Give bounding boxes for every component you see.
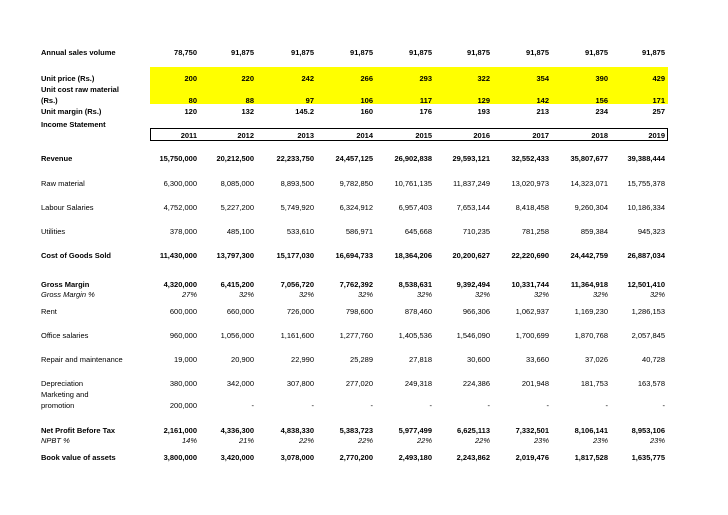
- labour-salaries-cell: 4,752,000: [163, 203, 197, 212]
- npbt-pct-cell: 23%: [649, 436, 665, 445]
- rent-cell: 1,169,230: [574, 307, 608, 316]
- marketing-cell: -: [662, 401, 665, 410]
- net-profit-before-tax-cell: 7,332,501: [515, 426, 549, 435]
- revenue-cell: 15,750,000: [159, 154, 197, 163]
- office-salaries-label: Office salaries: [41, 331, 89, 340]
- unit-price-cell: 354: [536, 74, 549, 83]
- npbt-pct-label: NPBT %: [41, 436, 70, 445]
- unit-cost-cell: 117: [419, 96, 432, 105]
- year-cell: 2017: [532, 131, 549, 140]
- repair-maintenance-cell: 19,000: [174, 355, 197, 364]
- labour-salaries-cell: 6,324,912: [339, 203, 373, 212]
- gross-margin-label: Gross Margin: [41, 280, 90, 289]
- unit-price-cell: 293: [419, 74, 432, 83]
- office-salaries-cell: 1,700,699: [515, 331, 549, 340]
- book-value-assets-label: Book value of assets: [41, 453, 116, 462]
- annual-sales-volume-cell: 91,875: [231, 48, 254, 57]
- depreciation-cell: 249,318: [404, 379, 432, 388]
- depreciation-cell: 380,000: [169, 379, 197, 388]
- utilities-cell: 710,235: [462, 227, 490, 236]
- unit-cost-cell: 80: [188, 96, 197, 105]
- net-profit-before-tax-label: Net Profit Before Tax: [41, 426, 116, 435]
- cost-of-goods-sold-cell: 11,430,000: [159, 251, 197, 260]
- office-salaries-cell: 960,000: [169, 331, 197, 340]
- unit-margin-cell: 176: [419, 107, 432, 116]
- labour-salaries-cell: 10,186,334: [627, 203, 665, 212]
- unit-price-label: Unit price (Rs.): [41, 74, 95, 83]
- revenue-cell: 26,902,838: [394, 154, 432, 163]
- annual-sales-volume-cell: 91,875: [409, 48, 432, 57]
- utilities-cell: 378,000: [169, 227, 197, 236]
- office-salaries-cell: 2,057,845: [631, 331, 665, 340]
- office-salaries-cell: 1,056,000: [220, 331, 254, 340]
- marketing-label-2: promotion: [41, 401, 75, 410]
- utilities-cell: 781,258: [521, 227, 549, 236]
- annual-sales-volume-cell: 78,750: [174, 48, 197, 57]
- npbt-pct-cell: 22%: [416, 436, 432, 445]
- gross-margin-pct-cell: 32%: [649, 290, 665, 299]
- book-value-assets-cell: 2,493,180: [398, 453, 432, 462]
- net-profit-before-tax-cell: 8,106,141: [574, 426, 608, 435]
- net-profit-before-tax-cell: 2,161,000: [163, 426, 197, 435]
- gross-margin-cell: 8,538,631: [398, 280, 432, 289]
- annual-sales-volume-cell: 91,875: [467, 48, 490, 57]
- year-cell: 2013: [297, 131, 314, 140]
- office-salaries-cell: 1,870,768: [574, 331, 608, 340]
- npbt-pct-cell: 22%: [357, 436, 373, 445]
- repair-maintenance-cell: 33,660: [526, 355, 549, 364]
- net-profit-before-tax-cell: 5,383,723: [339, 426, 373, 435]
- gross-margin-pct-cell: 32%: [533, 290, 549, 299]
- raw-material-label: Raw material: [41, 179, 85, 188]
- year-cell: 2019: [648, 131, 665, 140]
- repair-maintenance-cell: 25,289: [350, 355, 373, 364]
- gross-margin-pct-cell: 32%: [238, 290, 254, 299]
- revenue-label: Revenue: [41, 154, 73, 163]
- office-salaries-cell: 1,161,600: [280, 331, 314, 340]
- unit-margin-cell: 193: [477, 107, 490, 116]
- depreciation-cell: 277,020: [345, 379, 373, 388]
- book-value-assets-cell: 3,078,000: [280, 453, 314, 462]
- annual-sales-volume-cell: 91,875: [291, 48, 314, 57]
- raw-material-cell: 13,020,973: [511, 179, 549, 188]
- repair-maintenance-cell: 37,026: [585, 355, 608, 364]
- revenue-cell: 39,388,444: [627, 154, 665, 163]
- unit-margin-cell: 257: [652, 107, 665, 116]
- unit-cost-cell: 171: [652, 96, 665, 105]
- utilities-cell: 485,100: [226, 227, 254, 236]
- revenue-cell: 22,233,750: [276, 154, 314, 163]
- revenue-cell: 20,212,500: [216, 154, 254, 163]
- unit-price-cell: 322: [477, 74, 490, 83]
- labour-salaries-label: Labour Salaries: [41, 203, 94, 212]
- utilities-cell: 945,323: [637, 227, 665, 236]
- depreciation-cell: 224,386: [462, 379, 490, 388]
- rent-cell: 600,000: [169, 307, 197, 316]
- npbt-pct-cell: 23%: [592, 436, 608, 445]
- rent-cell: 726,000: [286, 307, 314, 316]
- book-value-assets-cell: 2,770,200: [339, 453, 373, 462]
- npbt-pct-cell: 22%: [298, 436, 314, 445]
- gross-margin-cell: 9,392,494: [456, 280, 490, 289]
- labour-salaries-cell: 7,653,144: [456, 203, 490, 212]
- raw-material-cell: 6,300,000: [163, 179, 197, 188]
- gross-margin-cell: 12,501,410: [627, 280, 665, 289]
- unit-margin-cell: 234: [595, 107, 608, 116]
- depreciation-cell: 181,753: [580, 379, 608, 388]
- utilities-cell: 645,668: [404, 227, 432, 236]
- gross-margin-pct-label: Gross Margin %: [41, 290, 95, 299]
- unit-cost-label-1: Unit cost raw material: [41, 85, 119, 94]
- gross-margin-pct-cell: 27%: [181, 290, 197, 299]
- office-salaries-cell: 1,546,090: [456, 331, 490, 340]
- annual-sales-volume-label: Annual sales volume: [41, 48, 116, 57]
- cost-of-goods-sold-cell: 13,797,300: [216, 251, 254, 260]
- raw-material-cell: 8,085,000: [220, 179, 254, 188]
- revenue-cell: 29,593,121: [452, 154, 490, 163]
- npbt-pct-cell: 22%: [474, 436, 490, 445]
- marketing-cell: -: [429, 401, 432, 410]
- rent-cell: 798,600: [345, 307, 373, 316]
- labour-salaries-cell: 5,749,920: [280, 203, 314, 212]
- book-value-assets-cell: 2,243,862: [456, 453, 490, 462]
- cost-of-goods-sold-cell: 16,694,733: [335, 251, 373, 260]
- cost-of-goods-sold-cell: 22,220,690: [511, 251, 549, 260]
- raw-material-cell: 9,782,850: [339, 179, 373, 188]
- npbt-pct-cell: 23%: [533, 436, 549, 445]
- repair-maintenance-cell: 30,600: [467, 355, 490, 364]
- year-cell: 2014: [356, 131, 373, 140]
- utilities-label: Utilities: [41, 227, 66, 236]
- unit-price-cell: 220: [241, 74, 254, 83]
- unit-cost-cell: 142: [536, 96, 549, 105]
- repair-maintenance-cell: 27,818: [409, 355, 432, 364]
- rent-cell: 966,306: [462, 307, 490, 316]
- raw-material-cell: 11,837,249: [453, 179, 490, 188]
- gross-margin-pct-cell: 32%: [416, 290, 432, 299]
- gross-margin-cell: 11,364,918: [570, 280, 608, 289]
- npbt-pct-cell: 21%: [238, 436, 254, 445]
- npbt-pct-cell: 14%: [181, 436, 197, 445]
- unit-margin-cell: 213: [536, 107, 549, 116]
- marketing-cell: -: [311, 401, 314, 410]
- annual-sales-volume-cell: 91,875: [526, 48, 549, 57]
- cost-of-goods-sold-cell: 24,442,759: [570, 251, 608, 260]
- gross-margin-pct-cell: 32%: [592, 290, 608, 299]
- cost-of-goods-sold-cell: 26,887,034: [627, 251, 665, 260]
- gross-margin-cell: 7,056,720: [280, 280, 314, 289]
- marketing-label-1: Marketing and: [41, 390, 89, 399]
- net-profit-before-tax-cell: 6,625,113: [457, 426, 490, 435]
- raw-material-cell: 14,323,071: [570, 179, 608, 188]
- unit-margin-cell: 120: [184, 107, 197, 116]
- repair-maintenance-label: Repair and maintenance: [41, 355, 123, 364]
- rent-cell: 1,286,153: [631, 307, 665, 316]
- unit-cost-cell: 129: [477, 96, 490, 105]
- repair-maintenance-cell: 22,990: [291, 355, 314, 364]
- revenue-cell: 24,457,125: [335, 154, 373, 163]
- cost-of-goods-sold-cell: 15,177,030: [276, 251, 314, 260]
- unit-margin-cell: 132: [241, 107, 254, 116]
- unit-margin-cell: 160: [360, 107, 373, 116]
- office-salaries-cell: 1,405,536: [398, 331, 432, 340]
- unit-margin-cell: 145.2: [295, 107, 314, 116]
- labour-salaries-cell: 6,957,403: [398, 203, 432, 212]
- raw-material-cell: 15,755,378: [627, 179, 665, 188]
- raw-material-cell: 10,761,135: [394, 179, 432, 188]
- marketing-cell: -: [370, 401, 373, 410]
- unit-cost-cell: 106: [360, 96, 373, 105]
- year-cell: 2012: [237, 131, 254, 140]
- book-value-assets-cell: 2,019,476: [515, 453, 549, 462]
- rent-cell: 660,000: [226, 307, 254, 316]
- unit-cost-cell: 88: [245, 96, 254, 105]
- utilities-cell: 586,971: [345, 227, 373, 236]
- year-cell: 2015: [415, 131, 432, 140]
- depreciation-cell: 201,948: [521, 379, 549, 388]
- net-profit-before-tax-cell: 8,953,106: [631, 426, 665, 435]
- net-profit-before-tax-cell: 5,977,499: [398, 426, 432, 435]
- utilities-cell: 533,610: [286, 227, 314, 236]
- unit-cost-cell: 97: [305, 96, 314, 105]
- net-profit-before-tax-cell: 4,336,300: [220, 426, 254, 435]
- net-profit-before-tax-cell: 4,838,330: [280, 426, 314, 435]
- office-salaries-cell: 1,277,760: [339, 331, 373, 340]
- labour-salaries-cell: 9,260,304: [574, 203, 608, 212]
- rent-cell: 878,460: [404, 307, 432, 316]
- year-cell: 2018: [591, 131, 608, 140]
- revenue-cell: 32,552,433: [511, 154, 549, 163]
- utilities-cell: 859,384: [580, 227, 608, 236]
- year-cell: 2016: [473, 131, 490, 140]
- cost-of-goods-sold-cell: 18,364,206: [394, 251, 432, 260]
- repair-maintenance-cell: 40,728: [642, 355, 665, 364]
- unit-price-cell: 242: [301, 74, 314, 83]
- rent-label: Rent: [41, 307, 57, 316]
- labour-salaries-cell: 5,227,200: [220, 203, 254, 212]
- labour-salaries-cell: 8,418,458: [515, 203, 549, 212]
- book-value-assets-cell: 3,420,000: [220, 453, 254, 462]
- gross-margin-pct-cell: 32%: [357, 290, 373, 299]
- repair-maintenance-cell: 20,900: [231, 355, 254, 364]
- gross-margin-pct-cell: 32%: [474, 290, 490, 299]
- gross-margin-cell: 6,415,200: [220, 280, 254, 289]
- book-value-assets-cell: 3,800,000: [163, 453, 197, 462]
- unit-margin-label: Unit margin (Rs.): [41, 107, 102, 116]
- gross-margin-pct-cell: 32%: [298, 290, 314, 299]
- marketing-cell: -: [605, 401, 608, 410]
- depreciation-cell: 163,578: [637, 379, 665, 388]
- book-value-assets-cell: 1,635,775: [631, 453, 665, 462]
- cost-of-goods-sold-cell: 20,200,627: [452, 251, 490, 260]
- income-statement-label: Income Statement: [41, 120, 106, 129]
- depreciation-cell: 307,800: [286, 379, 314, 388]
- gross-margin-cell: 10,331,744: [511, 280, 549, 289]
- unit-cost-cell: 156: [595, 96, 608, 105]
- depreciation-cell: 342,000: [226, 379, 254, 388]
- cost-of-goods-sold-label: Cost of Goods Sold: [41, 251, 111, 260]
- gross-margin-cell: 7,762,392: [339, 280, 373, 289]
- revenue-cell: 35,807,677: [570, 154, 608, 163]
- book-value-assets-cell: 1,817,528: [574, 453, 608, 462]
- annual-sales-volume-cell: 91,875: [585, 48, 608, 57]
- raw-material-cell: 8,893,500: [280, 179, 314, 188]
- depreciation-label: Depreciation: [41, 379, 84, 388]
- unit-cost-label-2: (Rs.): [41, 96, 58, 105]
- rent-cell: 1,062,937: [515, 307, 549, 316]
- year-cell: 2011: [180, 131, 197, 140]
- unit-price-cell: 266: [360, 74, 373, 83]
- marketing-cell: 200,000: [169, 401, 197, 410]
- annual-sales-volume-cell: 91,875: [642, 48, 665, 57]
- gross-margin-cell: 4,320,000: [163, 280, 197, 289]
- unit-price-cell: 429: [652, 74, 665, 83]
- marketing-cell: -: [487, 401, 490, 410]
- unit-price-cell: 200: [184, 74, 197, 83]
- marketing-cell: -: [546, 401, 549, 410]
- unit-price-cell: 390: [595, 74, 608, 83]
- marketing-cell: -: [251, 401, 254, 410]
- annual-sales-volume-cell: 91,875: [350, 48, 373, 57]
